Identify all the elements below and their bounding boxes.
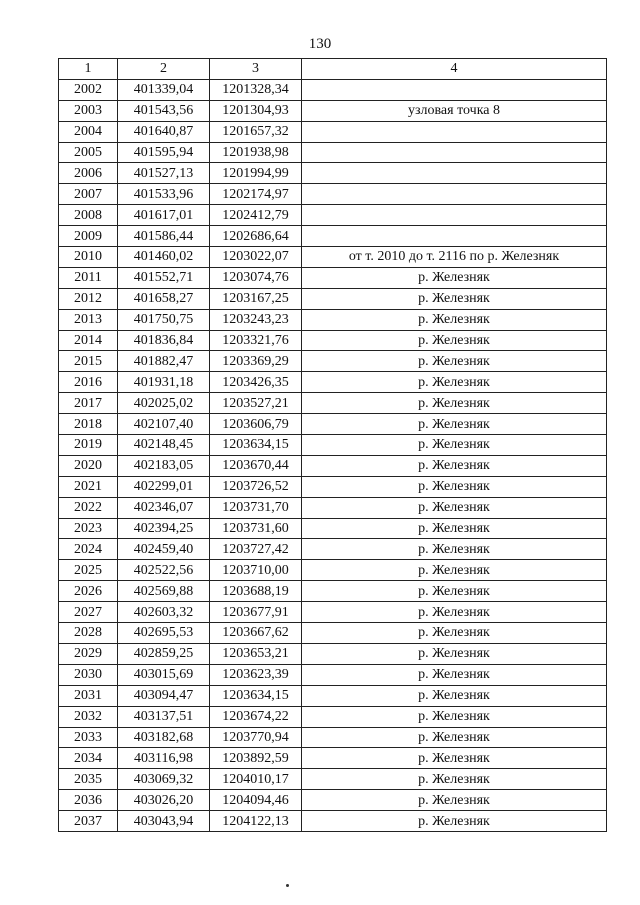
y-coordinate-cell: 1203727,42 [210, 539, 302, 560]
description-cell [302, 142, 607, 163]
point-number-cell: 2020 [59, 455, 118, 476]
description-cell: р. Железняк [302, 643, 607, 664]
description-cell: р. Железняк [302, 372, 607, 393]
x-coordinate-cell: 401552,71 [118, 267, 210, 288]
x-coordinate-cell: 403094,47 [118, 685, 210, 706]
point-number-cell: 2007 [59, 184, 118, 205]
y-coordinate-cell: 1201657,32 [210, 121, 302, 142]
point-number-cell: 2015 [59, 351, 118, 372]
table-row [59, 288, 607, 309]
y-coordinate-cell: 1203426,35 [210, 372, 302, 393]
x-coordinate-cell: 401460,02 [118, 247, 210, 268]
point-number-cell: 2019 [59, 435, 118, 456]
x-coordinate-cell: 403015,69 [118, 664, 210, 685]
x-coordinate-cell: 403182,68 [118, 727, 210, 748]
table-body [59, 79, 607, 831]
y-coordinate-cell: 1203074,76 [210, 267, 302, 288]
description-cell [302, 121, 607, 142]
description-cell: р. Железняк [302, 455, 607, 476]
x-coordinate-cell: 403043,94 [118, 811, 210, 832]
y-coordinate-cell: 1203022,07 [210, 247, 302, 268]
description-cell: р. Железняк [302, 769, 607, 790]
y-coordinate-cell: 1201328,34 [210, 79, 302, 100]
point-number-cell: 2006 [59, 163, 118, 184]
y-coordinate-cell: 1204122,13 [210, 811, 302, 832]
point-number-cell: 2002 [59, 79, 118, 100]
point-number-cell: 2003 [59, 100, 118, 121]
y-coordinate-cell: 1203710,00 [210, 560, 302, 581]
x-coordinate-cell: 402603,32 [118, 602, 210, 623]
table-row [59, 163, 607, 184]
y-coordinate-cell: 1203770,94 [210, 727, 302, 748]
table-row [59, 309, 607, 330]
y-coordinate-cell: 1201304,93 [210, 100, 302, 121]
description-cell: р. Железняк [302, 497, 607, 518]
point-number-cell: 2027 [59, 602, 118, 623]
description-cell: от т. 2010 до т. 2116 по р. Железняк [302, 247, 607, 268]
x-coordinate-cell: 402183,05 [118, 455, 210, 476]
table-row [59, 79, 607, 100]
description-cell [302, 184, 607, 205]
x-coordinate-cell: 403069,32 [118, 769, 210, 790]
y-coordinate-cell: 1203653,21 [210, 643, 302, 664]
description-cell: узловая точка 8 [302, 100, 607, 121]
y-coordinate-cell: 1204094,46 [210, 790, 302, 811]
y-coordinate-cell: 1203634,15 [210, 685, 302, 706]
x-coordinate-cell: 402025,02 [118, 393, 210, 414]
table-row [59, 330, 607, 351]
description-cell [302, 163, 607, 184]
x-coordinate-cell: 402859,25 [118, 643, 210, 664]
table-row [59, 539, 607, 560]
description-cell: р. Железняк [302, 811, 607, 832]
point-number-cell: 2021 [59, 476, 118, 497]
point-number-cell: 2016 [59, 372, 118, 393]
table-row [59, 226, 607, 247]
x-coordinate-cell: 401533,96 [118, 184, 210, 205]
point-number-cell: 2014 [59, 330, 118, 351]
point-number-cell: 2034 [59, 748, 118, 769]
x-coordinate-cell: 403116,98 [118, 748, 210, 769]
x-coordinate-cell: 402346,07 [118, 497, 210, 518]
point-number-cell: 2004 [59, 121, 118, 142]
table-row [59, 518, 607, 539]
y-coordinate-cell: 1202412,79 [210, 205, 302, 226]
x-coordinate-cell: 403026,20 [118, 790, 210, 811]
table-row [59, 685, 607, 706]
x-coordinate-cell: 401882,47 [118, 351, 210, 372]
y-coordinate-cell: 1203726,52 [210, 476, 302, 497]
header-cell-description: 4 [302, 59, 607, 80]
table-row [59, 811, 607, 832]
point-number-cell: 2008 [59, 205, 118, 226]
table-row [59, 581, 607, 602]
table-row [59, 267, 607, 288]
y-coordinate-cell: 1203670,44 [210, 455, 302, 476]
table-row [59, 769, 607, 790]
y-coordinate-cell: 1203606,79 [210, 414, 302, 435]
x-coordinate-cell: 402107,40 [118, 414, 210, 435]
description-cell: р. Железняк [302, 435, 607, 456]
table-row [59, 372, 607, 393]
table-row [59, 435, 607, 456]
y-coordinate-cell: 1202174,97 [210, 184, 302, 205]
description-cell: р. Железняк [302, 330, 607, 351]
point-number-cell: 2012 [59, 288, 118, 309]
table-row [59, 706, 607, 727]
point-number-cell: 2009 [59, 226, 118, 247]
point-number-cell: 2023 [59, 518, 118, 539]
table-row [59, 497, 607, 518]
description-cell: р. Железняк [302, 685, 607, 706]
x-coordinate-cell: 401586,44 [118, 226, 210, 247]
x-coordinate-cell: 402148,45 [118, 435, 210, 456]
table-header [59, 59, 607, 80]
y-coordinate-cell: 1203674,22 [210, 706, 302, 727]
description-cell: р. Железняк [302, 560, 607, 581]
description-cell: р. Железняк [302, 706, 607, 727]
point-number-cell: 2028 [59, 623, 118, 644]
point-number-cell: 2031 [59, 685, 118, 706]
table-row [59, 455, 607, 476]
point-number-cell: 2010 [59, 247, 118, 268]
description-cell: р. Железняк [302, 581, 607, 602]
y-coordinate-cell: 1203667,62 [210, 623, 302, 644]
description-cell [302, 79, 607, 100]
description-cell: р. Железняк [302, 727, 607, 748]
x-coordinate-cell: 401640,87 [118, 121, 210, 142]
description-cell: р. Железняк [302, 539, 607, 560]
header-cell-point: 1 [59, 59, 118, 80]
y-coordinate-cell: 1203167,25 [210, 288, 302, 309]
header-cell-x: 2 [118, 59, 210, 80]
point-number-cell: 2011 [59, 267, 118, 288]
description-cell: р. Железняк [302, 288, 607, 309]
point-number-cell: 2025 [59, 560, 118, 581]
x-coordinate-cell: 401658,27 [118, 288, 210, 309]
x-coordinate-cell: 401543,56 [118, 100, 210, 121]
y-coordinate-cell: 1203321,76 [210, 330, 302, 351]
x-coordinate-cell: 403137,51 [118, 706, 210, 727]
description-cell: р. Железняк [302, 602, 607, 623]
y-coordinate-cell: 1203688,19 [210, 581, 302, 602]
point-number-cell: 2029 [59, 643, 118, 664]
table-row [59, 100, 607, 121]
point-number-cell: 2037 [59, 811, 118, 832]
y-coordinate-cell: 1203731,60 [210, 518, 302, 539]
description-cell: р. Железняк [302, 309, 607, 330]
description-cell: р. Железняк [302, 623, 607, 644]
x-coordinate-cell: 401527,13 [118, 163, 210, 184]
table-row [59, 560, 607, 581]
table-row [59, 351, 607, 372]
table-row [59, 121, 607, 142]
description-cell: р. Железняк [302, 414, 607, 435]
point-number-cell: 2036 [59, 790, 118, 811]
table-row [59, 247, 607, 268]
point-number-cell: 2024 [59, 539, 118, 560]
description-cell: р. Железняк [302, 664, 607, 685]
header-row [59, 59, 607, 80]
y-coordinate-cell: 1204010,17 [210, 769, 302, 790]
x-coordinate-cell: 401750,75 [118, 309, 210, 330]
x-coordinate-cell: 402569,88 [118, 581, 210, 602]
y-coordinate-cell: 1203892,59 [210, 748, 302, 769]
point-number-cell: 2022 [59, 497, 118, 518]
y-coordinate-cell: 1201994,99 [210, 163, 302, 184]
table-row [59, 476, 607, 497]
coordinates-table [58, 58, 607, 832]
y-coordinate-cell: 1203634,15 [210, 435, 302, 456]
description-cell: р. Железняк [302, 790, 607, 811]
x-coordinate-cell: 401339,04 [118, 79, 210, 100]
description-cell: р. Железняк [302, 518, 607, 539]
y-coordinate-cell: 1203527,21 [210, 393, 302, 414]
description-cell [302, 226, 607, 247]
point-number-cell: 2005 [59, 142, 118, 163]
x-coordinate-cell: 401931,18 [118, 372, 210, 393]
y-coordinate-cell: 1203623,39 [210, 664, 302, 685]
x-coordinate-cell: 401595,94 [118, 142, 210, 163]
table-row [59, 414, 607, 435]
x-coordinate-cell: 402394,25 [118, 518, 210, 539]
description-cell: р. Железняк [302, 267, 607, 288]
point-number-cell: 2013 [59, 309, 118, 330]
x-coordinate-cell: 401836,84 [118, 330, 210, 351]
y-coordinate-cell: 1203731,70 [210, 497, 302, 518]
table-row [59, 790, 607, 811]
table-row [59, 727, 607, 748]
y-coordinate-cell: 1202686,64 [210, 226, 302, 247]
table-row [59, 748, 607, 769]
x-coordinate-cell: 401617,01 [118, 205, 210, 226]
table-row [59, 142, 607, 163]
description-cell: р. Железняк [302, 351, 607, 372]
point-number-cell: 2026 [59, 581, 118, 602]
point-number-cell: 2035 [59, 769, 118, 790]
y-coordinate-cell: 1203677,91 [210, 602, 302, 623]
table-row [59, 393, 607, 414]
table-row [59, 623, 607, 644]
point-number-cell: 2018 [59, 414, 118, 435]
footer-dot [286, 884, 289, 887]
y-coordinate-cell: 1203243,23 [210, 309, 302, 330]
point-number-cell: 2033 [59, 727, 118, 748]
x-coordinate-cell: 402695,53 [118, 623, 210, 644]
header-cell-y: 3 [210, 59, 302, 80]
table-row [59, 664, 607, 685]
x-coordinate-cell: 402299,01 [118, 476, 210, 497]
x-coordinate-cell: 402459,40 [118, 539, 210, 560]
description-cell: р. Железняк [302, 476, 607, 497]
point-number-cell: 2017 [59, 393, 118, 414]
table-row [59, 602, 607, 623]
description-cell [302, 205, 607, 226]
y-coordinate-cell: 1201938,98 [210, 142, 302, 163]
description-cell: р. Железняк [302, 748, 607, 769]
point-number-cell: 2032 [59, 706, 118, 727]
y-coordinate-cell: 1203369,29 [210, 351, 302, 372]
point-number-cell: 2030 [59, 664, 118, 685]
x-coordinate-cell: 402522,56 [118, 560, 210, 581]
table-row [59, 643, 607, 664]
table-row [59, 205, 607, 226]
description-cell: р. Железняк [302, 393, 607, 414]
page-number: 130 [308, 36, 332, 52]
table-row [59, 184, 607, 205]
